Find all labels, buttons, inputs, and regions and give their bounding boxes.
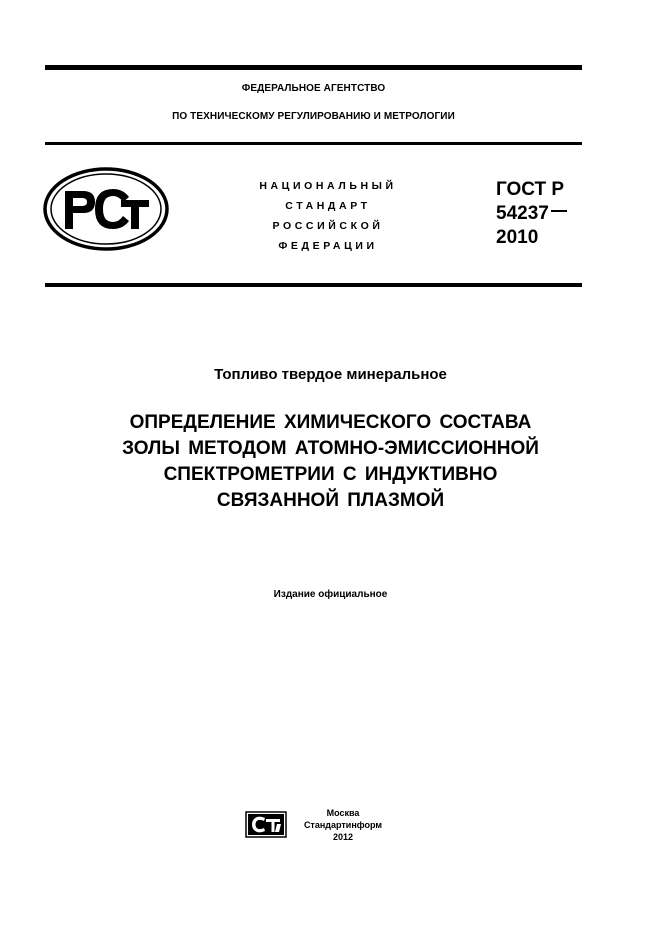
national-line-3: РОССИЙСКОЙ xyxy=(272,220,384,232)
standard-designation xyxy=(496,178,567,250)
standartinform-logo-icon xyxy=(245,811,287,838)
publisher-name: Стандартинформ xyxy=(303,820,383,830)
national-line-4: ФЕДЕРАЦИИ xyxy=(278,240,378,252)
rst-certification-mark-icon xyxy=(43,167,169,251)
title-line-1: ОПРЕДЕЛЕНИЕ ХИМИЧЕСКОГО СОСТАВА xyxy=(129,412,532,433)
bottom-rule xyxy=(45,283,582,287)
agency-line-1: ФЕДЕРАЛЬНОЕ АГЕНТСТВО xyxy=(241,83,386,94)
top-rule xyxy=(45,65,582,70)
publisher-city: Москва xyxy=(326,808,360,818)
document-subtitle: Топливо твердое минеральное xyxy=(214,366,447,383)
national-standard-block xyxy=(228,176,428,256)
title-line-2: ЗОЛЫ МЕТОДОМ АТОМНО-ЭМИССИОННОЙ xyxy=(122,438,539,459)
document-title xyxy=(40,410,621,514)
title-line-3: СПЕКТРОМЕТРИИ С ИНДУКТИВНО xyxy=(163,464,498,485)
designation-prefix: ГОСТ Р xyxy=(496,179,565,200)
title-line-4: СВЯЗАННОЙ ПЛАЗМОЙ xyxy=(216,490,445,511)
publisher-block xyxy=(300,807,386,843)
designation-number-row xyxy=(496,202,567,226)
publisher-year: 2012 xyxy=(332,832,354,842)
designation-number: 54237 xyxy=(496,203,549,224)
agency-line-2: ПО ТЕХНИЧЕСКОМУ РЕГУЛИРОВАНИЮ И МЕТРОЛОГИИ xyxy=(172,111,455,122)
middle-rule xyxy=(45,142,582,145)
edition-note: Издание официальное xyxy=(273,589,388,600)
designation-year: 2010 xyxy=(496,227,539,248)
national-line-2: СТАНДАРТ xyxy=(285,200,371,212)
national-line-1: НАЦИОНАЛЬНЫЙ xyxy=(259,180,397,192)
designation-dash xyxy=(551,210,567,212)
